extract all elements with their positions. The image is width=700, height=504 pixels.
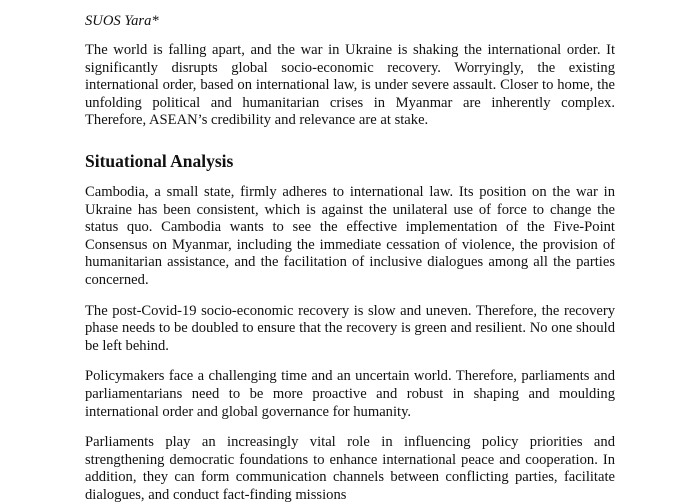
paragraph-cambodia-position: Cambodia, a small state, firmly adheres to international law. Its position on the war in Ukraine has been consistent, which is against the unilateral use of force to change the status quo. Cambodia wants to see the effective implementation of the Five-Point Consensus on Myanmar, including the immediate cessation of violence, the provision of humanitarian assistance, and the facilitation of inclusive dialogues among all the parties concerned. — [85, 183, 615, 288]
intro-paragraph: The world is falling apart, and the war in Ukraine is shaking the international order. It significantly disrupts global socio-economic recovery. Worryingly, the existing international order, based on international law, is under severe assault. Closer to home, the unfolding political and humanitarian crises in Myanmar are inherently complex. Therefore, ASEAN’s credibility and relevance are at stake. — [85, 42, 615, 129]
paragraph-recovery: The post-Covid-19 socio-economic recovery is slow and uneven. Therefore, the recovery phase needs to be doubled to ensure that the recovery is green and resilient. No one should be left behind. — [85, 302, 615, 354]
section-heading: Situational Analysis — [85, 150, 234, 171]
paragraph-policymakers: Policymakers face a challenging time and an uncertain world. Therefore, parliaments and parliamentarians need to be more proactive and robust in shaping and moulding international order and global governance for humanity. — [85, 368, 615, 420]
author-name: SUOS Yara* — [85, 13, 159, 29]
document-page — [85, 12, 615, 504]
paragraph-parliaments: Parliaments play an increasingly vital role in influencing policy priorities and strengthening democratic foundations to enhance international peace and cooperation. In addition, they can form communication channels between conflicting parties, facilitate dialogues, and conduct fact-finding missions — [85, 434, 615, 503]
